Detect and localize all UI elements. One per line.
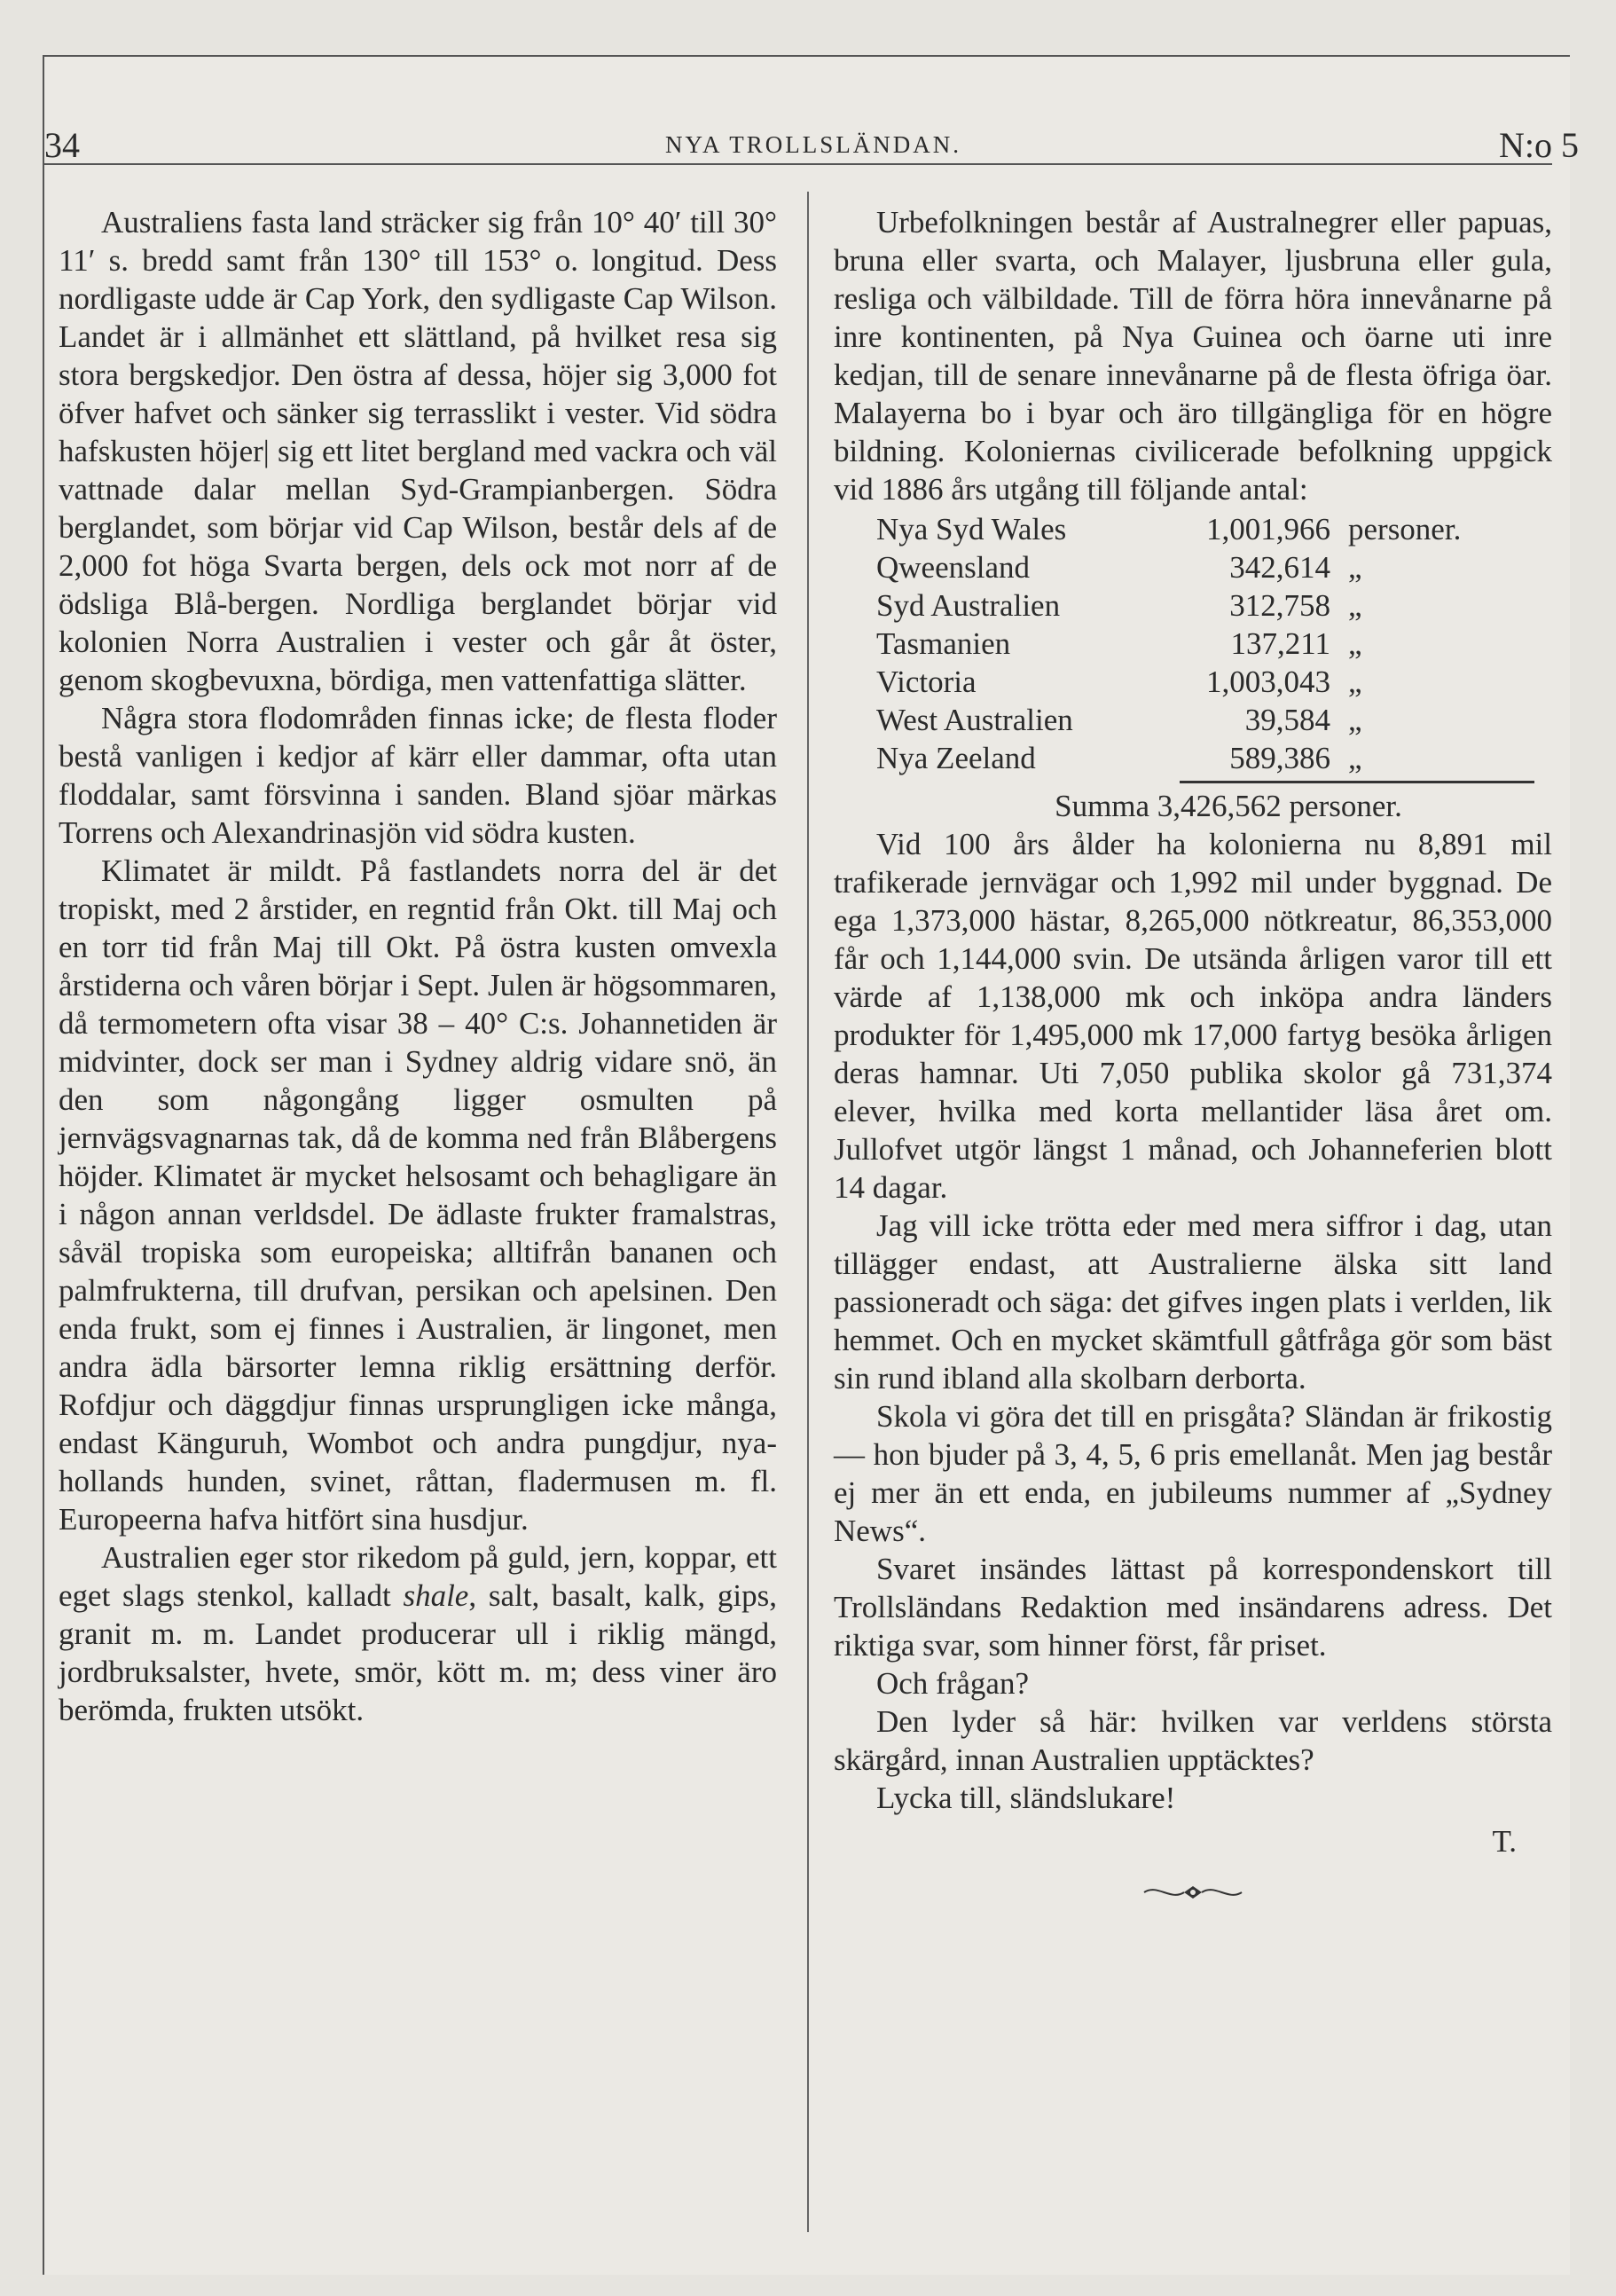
newspaper-page: [43, 55, 1579, 2275]
colony-name: Qweensland: [876, 550, 1031, 585]
paragraph-resources: [59, 1538, 777, 1729]
population-value: 137,211: [1230, 626, 1330, 661]
right-column: [834, 203, 1552, 1915]
unit: „: [1348, 741, 1362, 775]
table-row: [834, 510, 1552, 548]
page-header: [44, 92, 1579, 165]
table-row: [834, 586, 1552, 625]
unit: „: [1348, 703, 1362, 737]
colony-name: Tasmanien: [876, 626, 1011, 661]
population-value: 312,758: [1229, 588, 1330, 623]
unit: „: [1348, 664, 1362, 699]
paragraph-riddle-intro: Jag vill icke trötta eder med mera siffror i dag, utan tillägger endast, att Australierne älska sitt land passioneradt och säga: det gifves ingen plats i verlden, lik hemmet. Och en mycket skämtfull gåtfråga gör som bäst sin rund ibland alla skolbarn derborta.: [834, 1208, 1552, 1396]
ornamental-flourish-icon: [834, 1876, 1552, 1915]
sum-rule: [1180, 781, 1534, 783]
text-span: Australien eger stor rikedom på guld, jern, koppar, ett eget slags stenkol, kalladt: [59, 1540, 777, 1613]
header-rule: [44, 163, 1552, 165]
author-signature: T.: [1492, 1824, 1517, 1859]
paragraph-question-prompt: Och frågan?: [876, 1666, 1029, 1701]
colony-name: Nya Syd Wales: [876, 512, 1067, 546]
table-row: [834, 701, 1552, 739]
table-row: [834, 663, 1552, 701]
paragraph-good-luck: Lycka till, sländslukare!: [876, 1781, 1176, 1815]
unit: „: [1348, 550, 1362, 585]
column-divider: [807, 192, 809, 2232]
colony-name: Nya Zeeland: [876, 741, 1036, 775]
population-value: 1,001,966: [1206, 512, 1330, 546]
paragraph-riddle: Den lyder så här: hvilken var verldens största skärgård, innan Australien upptäcktes?: [834, 1704, 1552, 1777]
masthead: NYA TROLLSLÄNDAN.: [665, 131, 962, 158]
paragraph-rivers: Några stora flodområden finnas icke; de flesta floder bestå vanligen i kedjor af kärr eller dammar, ofta utan floddalar, samt försvinna i sanden. Bland sjöar märkas Torrens och Alexandrinasjön vid södra kusten.: [59, 701, 777, 850]
paragraph-climate: Klimatet är mildt. På fastlandets norra del är det tropiskt, med 2 årstider, en regntid från Okt. till Maj och en torr tid från Maj till Okt. På östra kusten omvexla årstiderna och våren börjar i Sept. Julen är högsommaren, då termometern ofta visar 38 – 40° C:s. Johannetiden är midvinter, dock ser man i Sydney aldrig vidare snö, än den som någongång ligger osmulten på jernvägsvagnarnas tak, då de komma ned från Blåbergens höjder. Klimatet är mycket helsosamt och behagligare än i någon annan verldsdel. De ädlaste frukter framalstras, såväl tropiska som europeiska; alltifrån bananen och palmfrukterna, till drufvan, persikan och apelsinen. Den enda frukt, som ej finnes i Australien, är lingonet, men andra ädla bärsorter lemna riklig ersättning derför. Rofdjur och däggdjur finnas ursprungligen icke många, endast Känguruh, Wombot och andra pungdjur, nya-hollands hunden, svinet, råttan, fladermusen m. fl. Europeerna hafva hitfört sina husdjur.: [59, 853, 777, 1537]
table-total: Summa 3,426,562 personer.: [1055, 789, 1402, 823]
table-row: [834, 625, 1552, 663]
paragraph-answer-instructions: Svaret insändes lättast på korrespondenskort till Trollsländans Redaktion med insändarens adress. Det riktiga svar, som hinner först, får priset.: [834, 1552, 1552, 1663]
flourish-svg: [1140, 1879, 1246, 1906]
issue-number: N:o 5: [1499, 125, 1579, 165]
population-value: 342,614: [1229, 550, 1330, 585]
table-row: [834, 739, 1552, 777]
population-value: 589,386: [1229, 741, 1330, 775]
colony-name: Syd Australien: [876, 588, 1061, 623]
italic-term: shale: [403, 1578, 469, 1613]
paragraph-geography: Australiens fasta land sträcker sig från 10° 40′ till 30° 11′ s. bredd samt från 130° till 153° o. longitud. Dess nordligaste udde är Cap York, den sydligaste Cap Wilson. Landet är i allmänhet ett slättland, på hvilket resa sig stora bergskedjor. Den östra af dessa, höjer sig 3,000 fot öfver hafvet och sänker sig terrasslikt i vester. Vid södra hafskusten höjer| sig ett litet bergland med vackra och väl vattnade dalar mellan Syd-Grampianbergen. Södra berglandet, som börjar vid Cap Wilson, består dels af de 2,000 fot höga Svarta bergen, dels ock mot norr af de ödsliga Blå-bergen. Nordliga berglandet börjar vid kolonien Norra Australien i vester och går åt öster, genom skogbevuxna, bördiga, men vattenfattiga slätter.: [59, 205, 777, 697]
paragraph-statistics: Vid 100 års ålder ha kolonierna nu 8,891 mil trafikerade jernvägar och 1,992 mil under byggnad. De ega 1,373,000 hästar, 8,265,000 nötkreatur, 86,353,000 får och 1,144,000 svin. De utsända årligen varor till ett värde af 1,138,000 mk och inköpa andra länders produkter för 1,495,000 mk 17,000 fartyg besöka årligen deras hamnar. Uti 7,050 publika skolor gå 731,374 elever, hvilka med korta mellantider läsa året om. Jullofvet utgör längst 1 månad, och Johanneferien blott 14 dagar.: [834, 827, 1552, 1205]
population-table: [834, 510, 1552, 825]
unit: „: [1348, 588, 1362, 623]
colony-name: West Australien: [876, 703, 1073, 737]
paragraph-prize: Skola vi göra det till en prisgåta? Sländan är frikostig — hon bjuder på 3, 4, 5, 6 pris emellanåt. Men jag består ej mer än ett enda, en jubileums nummer af „Sydney News“.: [834, 1399, 1552, 1548]
paragraph-population: Urbefolkningen består af Australnegrer eller papuas, bruna eller svarta, och Malayer, ljusbruna eller gula, resliga och välbildade. Till de förra höra innevånarne på inre kontinenten, på Nya Guinea och öarne uti inre kedjan, till de senare innevånarne på de flesta öfriga öar. Malayerna bo i byar och äro tillgängliga för en högre bildning. Koloniernas civilicerade befolkning uppgick vid 1886 års utgång till följande antal:: [834, 205, 1552, 507]
page-number: 34: [44, 125, 80, 165]
table-row: [834, 548, 1552, 586]
population-value: 39,584: [1244, 703, 1330, 737]
left-column: [59, 203, 777, 1729]
text-span: , salt, basalt, kalk, gips, granit m. m. Landet producerar ull i riklig mängd, jordbruksalster, hvete, smör, kött m. m; dess viner äro berömda, frukten utsökt.: [59, 1578, 777, 1727]
colony-name: Victoria: [876, 664, 977, 699]
unit: personer.: [1348, 512, 1462, 546]
unit: „: [1348, 626, 1362, 661]
population-value: 1,003,043: [1206, 664, 1330, 699]
